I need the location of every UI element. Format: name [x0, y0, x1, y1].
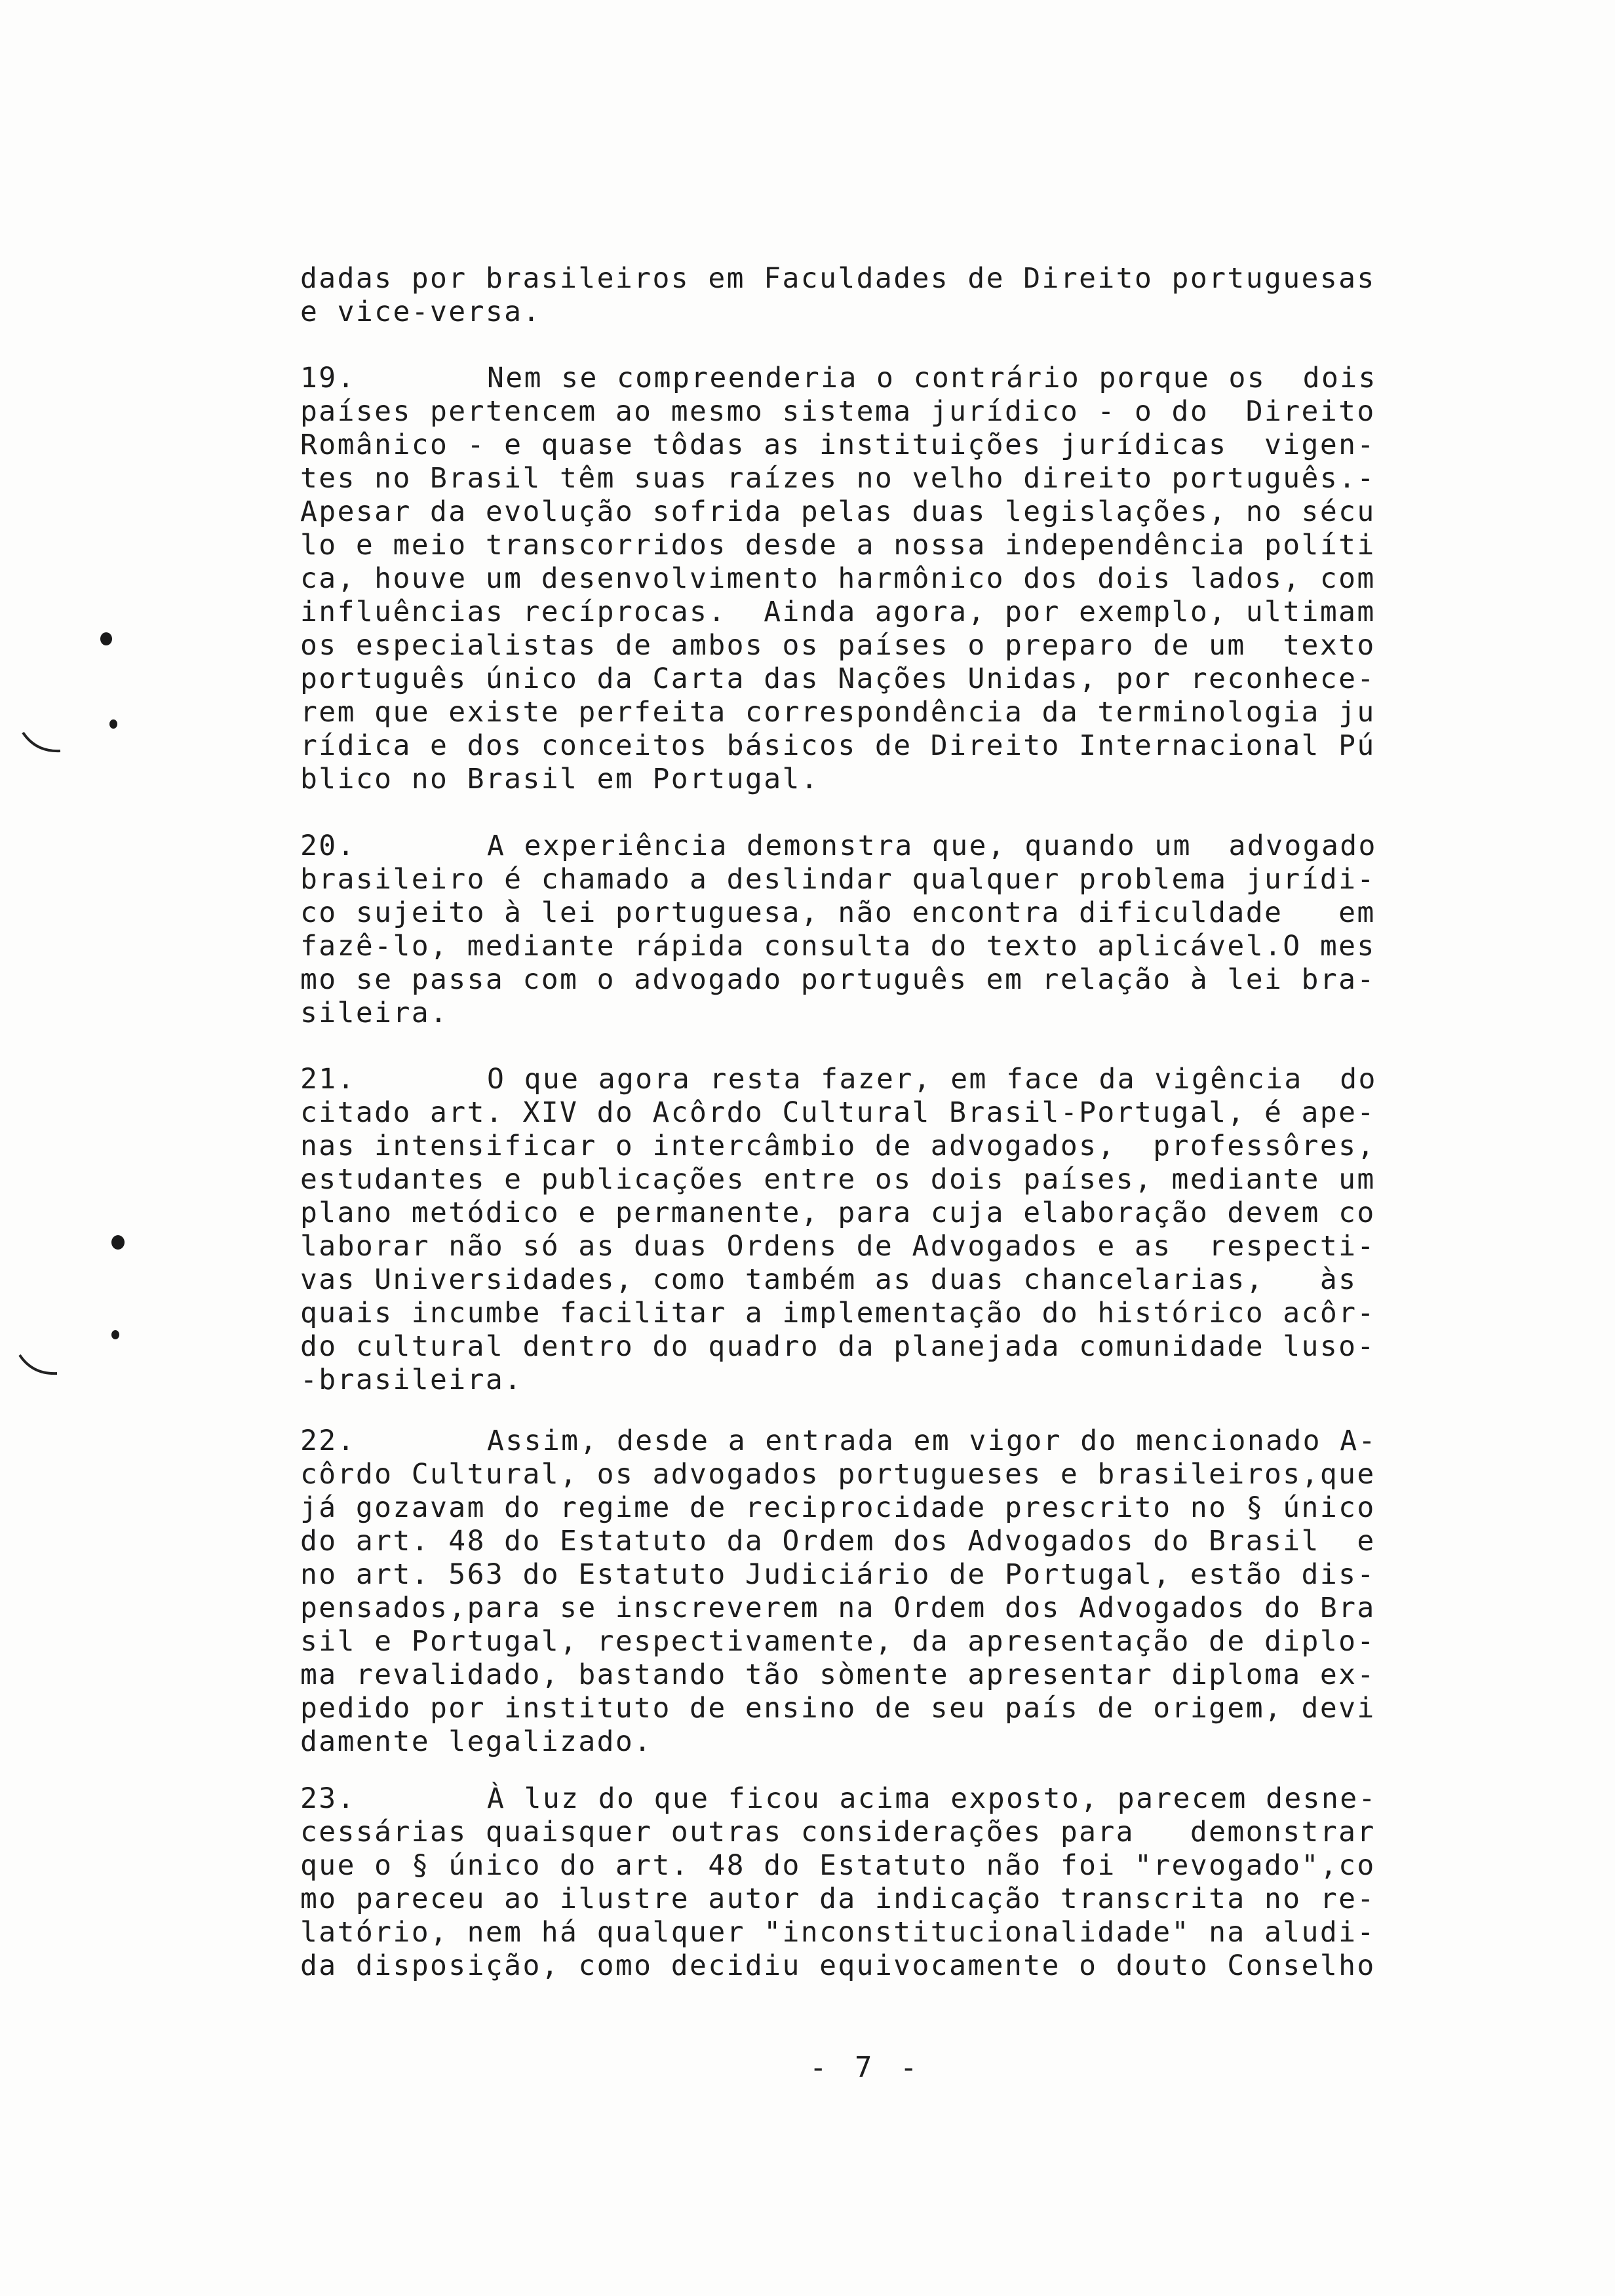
- binding-mark: [20, 727, 66, 760]
- text-line: fazê-lo, mediante rápida consulta do texto aplicável.O mes: [300, 930, 1376, 963]
- paragraph-number: 20.: [300, 830, 356, 862]
- text-line: dadas por brasileiros em Faculdades de Direito portuguesas: [300, 262, 1376, 295]
- text-line: pedido por instituto de ensino de seu país de origem, devi: [300, 1692, 1376, 1725]
- text-line: blico no Brasil em Portugal.: [300, 763, 820, 795]
- paragraph-23: [300, 1782, 1437, 1983]
- text-line: cessárias quaisquer outras considerações para demonstrar: [300, 1816, 1376, 1848]
- punch-hole-mark: [111, 1330, 119, 1339]
- page-number: - 7 -: [809, 2051, 923, 2084]
- text-line: brasileiro é chamado a deslindar qualquer problema jurídi-: [300, 863, 1376, 896]
- paragraph-number: 23.: [300, 1782, 356, 1815]
- intro-paragraph: [300, 262, 1437, 329]
- text-line: países pertencem ao mesmo sistema jurídico - o do Direito: [300, 395, 1376, 428]
- text-line: A experiência demonstra que, quando um advogado: [487, 830, 1377, 862]
- punch-hole-mark: [109, 719, 117, 729]
- text-line: ma revalidado, bastando tão sòmente apresentar diploma ex-: [300, 1658, 1376, 1691]
- text-line: Românico - e quase tôdas as instituições jurídicas vigen-: [300, 429, 1376, 461]
- paragraph-19: [300, 362, 1437, 796]
- text-line: mo pareceu ao ilustre autor da indicação transcrita no re-: [300, 1883, 1376, 1915]
- paragraph-21: [300, 1063, 1437, 1397]
- paragraph-first-line: [300, 1063, 1437, 1096]
- text-line: citado art. XIV do Acôrdo Cultural Brasil-Portugal, é ape-: [300, 1096, 1376, 1129]
- text-line: mo se passa com o advogado português em relação à lei bra-: [300, 963, 1376, 996]
- text-line: rem que existe perfeita correspondência da terminologia ju: [300, 696, 1376, 729]
- paragraph-22: [300, 1425, 1437, 1759]
- text-line: plano metódico e permanente, para cuja elaboração devem co: [300, 1196, 1376, 1229]
- paragraph-number: 21.: [300, 1063, 356, 1096]
- paragraph-first-line: [300, 830, 1437, 863]
- text-line: vas Universidades, como também as duas chancelarias, às: [300, 1263, 1357, 1296]
- text-line: nas intensificar o intercâmbio de advogados, professôres,: [300, 1130, 1376, 1162]
- text-line: do cultural dentro do quadro da planejada comunidade luso-: [300, 1330, 1376, 1363]
- text-line: À luz do que ficou acima exposto, parecem desne-: [487, 1782, 1377, 1815]
- paragraph-number: 22.: [300, 1425, 356, 1457]
- text-line: rídica e dos conceitos básicos de Direito Internacional Pú: [300, 729, 1376, 762]
- text-line: do art. 48 do Estatuto da Ordem dos Advogados do Brasil e: [300, 1525, 1376, 1558]
- text-line: lo e meio transcorridos desde a nossa independência políti: [300, 529, 1376, 562]
- punch-hole-mark: [111, 1235, 125, 1250]
- text-line: no art. 563 do Estatuto Judiciário de Portugal, estão dis-: [300, 1558, 1376, 1591]
- text-line: pensados,para se inscreverem na Ordem dos Advogados do Bra: [300, 1592, 1376, 1624]
- text-line: damente legalizado.: [300, 1725, 653, 1758]
- punch-hole-mark: [100, 632, 112, 645]
- paragraph-first-line: [300, 362, 1437, 395]
- text-line: Assim, desde a entrada em vigor do mencionado A-: [487, 1425, 1377, 1457]
- text-line: co sujeito à lei portuguesa, não encontra dificuldade em: [300, 896, 1376, 929]
- text-line: da disposição, como decidiu equivocamente o douto Conselho: [300, 1949, 1376, 1982]
- text-line: tes no Brasil têm suas raízes no velho direito português.-: [300, 462, 1376, 495]
- text-line: que o § único do art. 48 do Estatuto não foi "revogado",co: [300, 1849, 1376, 1882]
- text-line: sil e Portugal, respectivamente, da apresentação de diplo-: [300, 1625, 1376, 1658]
- paragraph-first-line: [300, 1425, 1437, 1458]
- text-line: influências recíprocas. Ainda agora, por exemplo, ultimam: [300, 596, 1376, 628]
- paragraph-first-line: [300, 1782, 1437, 1816]
- binding-mark: [16, 1350, 62, 1383]
- text-line: já gozavam do regime de reciprocidade prescrito no § único: [300, 1491, 1376, 1524]
- text-line: e vice-versa.: [300, 296, 541, 328]
- text-line: côrdo Cultural, os advogados portugueses e brasileiros,que: [300, 1458, 1376, 1491]
- paragraph-number: 19.: [300, 362, 356, 394]
- text-line: Nem se compreenderia o contrário porque os dois: [487, 362, 1377, 394]
- text-line: os especialistas de ambos os países o preparo de um texto: [300, 629, 1376, 662]
- text-line: quais incumbe facilitar a implementação do histórico acôr-: [300, 1297, 1376, 1330]
- text-line: O que agora resta fazer, em face da vigência do: [487, 1063, 1377, 1096]
- text-line: latório, nem há qualquer "inconstitucionalidade" na aludi-: [300, 1916, 1376, 1949]
- text-line: português único da Carta das Nações Unidas, por reconhece-: [300, 662, 1376, 695]
- text-line: ca, houve um desenvolvimento harmônico dos dois lados, com: [300, 562, 1376, 595]
- text-line: estudantes e publicações entre os dois países, mediante um: [300, 1163, 1376, 1196]
- text-line: -brasileira.: [300, 1364, 523, 1396]
- paragraph-20: [300, 830, 1437, 1030]
- text-line: sileira.: [300, 997, 449, 1029]
- text-line: Apesar da evolução sofrida pelas duas legislações, no sécu: [300, 495, 1376, 528]
- text-line: laborar não só as duas Ordens de Advogados e as respecti-: [300, 1230, 1376, 1263]
